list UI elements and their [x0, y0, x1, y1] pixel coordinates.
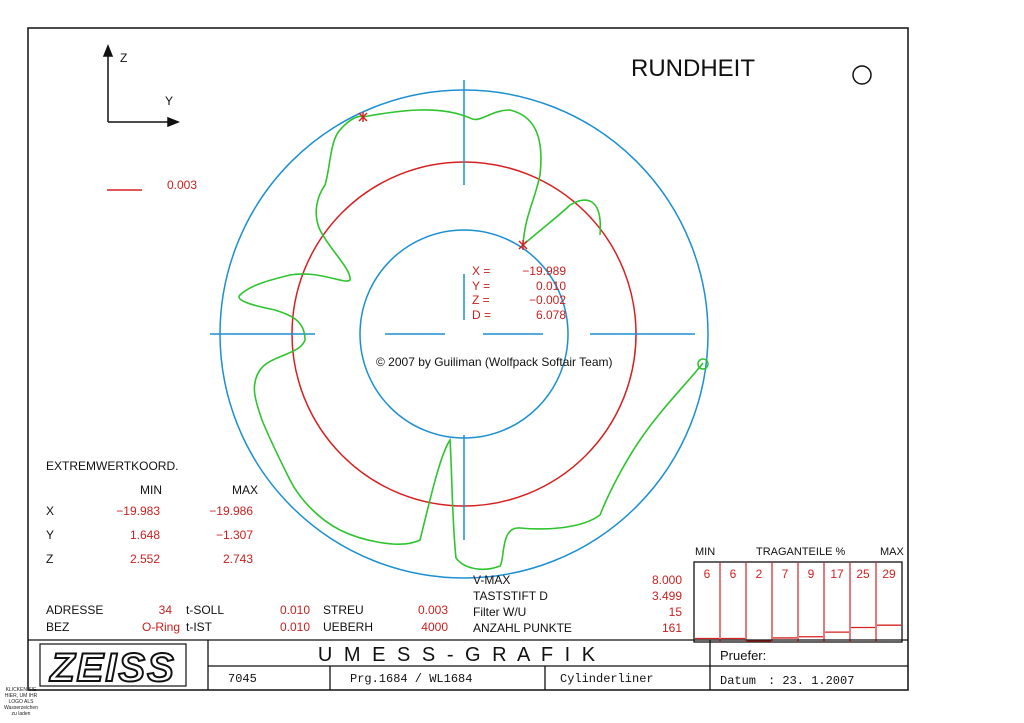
taststift-value: 3.499 — [651, 589, 682, 603]
traganteile-value: 6 — [703, 567, 711, 581]
z-axis-label: Z — [120, 51, 128, 65]
extreme-z-min: 2.552 — [129, 552, 160, 566]
datum-value: : 23. 1.2007 — [768, 674, 855, 688]
traganteile-panel — [694, 546, 905, 642]
zeiss-logo-text: ZEISS — [50, 646, 176, 690]
vmax-value: 8.000 — [651, 573, 682, 587]
axis-indicator — [104, 46, 178, 126]
extreme-y-axis: Y — [46, 528, 55, 542]
drawing-number: 7045 — [228, 672, 257, 686]
extremes-title: EXTREMWERTKOORD. — [46, 459, 179, 473]
extreme-marker-min — [519, 240, 527, 250]
anzahl-label: ANZAHL PUNKTE — [473, 621, 572, 635]
page-title: RUNDHEIT — [631, 55, 755, 82]
zeiss-logo — [40, 644, 186, 690]
extremes-min-header: MIN — [140, 483, 162, 497]
roundness-symbol-icon — [853, 66, 871, 84]
traganteile-value: 2 — [755, 567, 763, 581]
extreme-x-min: −19.983 — [116, 504, 160, 518]
center-z-value: −0.002 — [528, 293, 566, 307]
traganteile-max-label: MAX — [880, 546, 904, 558]
roundness-plot — [210, 80, 708, 578]
tsoll-label: t-SOLL — [186, 603, 225, 617]
traganteile-value: 25 — [856, 567, 870, 581]
tist-value: 0.010 — [279, 620, 310, 634]
tist-label: t-IST — [186, 620, 212, 634]
traganteile-value: 17 — [830, 567, 844, 581]
copyright-text: © 2007 by Guiliman (Wolfpack Softair Team) — [376, 355, 613, 369]
traganteile-value: 9 — [807, 567, 815, 581]
center-info — [472, 264, 566, 322]
extreme-y-min: 1.648 — [129, 528, 160, 542]
extreme-z-max: 2.743 — [222, 552, 253, 566]
umess-grafik-heading: U M E S S - G R A F I K — [317, 644, 599, 666]
y-axis-label: Y — [165, 94, 174, 108]
filter-label: Filter W/U — [473, 605, 527, 619]
ueberh-label: UEBERH — [323, 620, 374, 634]
traganteile-min-label: MIN — [695, 546, 716, 558]
adresse-value: 34 — [158, 603, 172, 617]
traganteile-cells — [695, 562, 901, 642]
adresse-label: ADRESSE — [46, 603, 104, 617]
datum-label: Datum — [720, 674, 757, 688]
extreme-z-axis: Z — [46, 552, 54, 566]
streu-label: STREU — [323, 603, 364, 617]
pruefer-label: Pruefer: — [720, 648, 767, 663]
scale-legend-value: 0.003 — [167, 178, 198, 192]
extreme-x-axis: X — [46, 504, 55, 518]
program-number: Prg.1684 / WL1684 — [350, 672, 473, 686]
streu-value: 0.003 — [417, 603, 448, 617]
taststift-label: TASTSTIFT D — [473, 589, 548, 603]
bez-label: BEZ — [46, 620, 70, 634]
measured-profile-line — [239, 110, 703, 569]
center-y-label: Y = — [472, 279, 491, 293]
center-z-label: Z = — [472, 293, 490, 307]
traganteile-value: 6 — [729, 567, 737, 581]
center-x-value: −19.989 — [522, 264, 566, 278]
center-x-label: X = — [472, 264, 491, 278]
part-name: Cylinderliner — [560, 672, 654, 686]
extremes-table — [46, 459, 258, 566]
watermark-hint[interactable]: KLICKEN SIE HIER, UM IHR LOGO ALS Wasserzeichen zu laden — [4, 687, 38, 717]
extremes-max-header: MAX — [232, 483, 259, 497]
center-d-label: D = — [472, 308, 492, 322]
tsoll-value: 0.010 — [279, 603, 310, 617]
ueberh-value: 4000 — [421, 620, 448, 634]
traganteile-title: TRAGANTEILE % — [756, 546, 846, 558]
parameter-block — [46, 573, 682, 635]
center-y-value: 0.010 — [535, 279, 566, 293]
filter-value: 15 — [668, 605, 682, 619]
traganteile-value: 7 — [781, 567, 789, 581]
anzahl-value: 161 — [661, 621, 682, 635]
center-d-value: 6.078 — [535, 308, 566, 322]
vmax-label: V-MAX — [473, 573, 511, 587]
traganteile-value: 29 — [882, 567, 896, 581]
bez-value: O-Ring — [141, 620, 180, 634]
extreme-x-max: −19.986 — [209, 504, 253, 518]
extreme-y-max: −1.307 — [215, 528, 253, 542]
